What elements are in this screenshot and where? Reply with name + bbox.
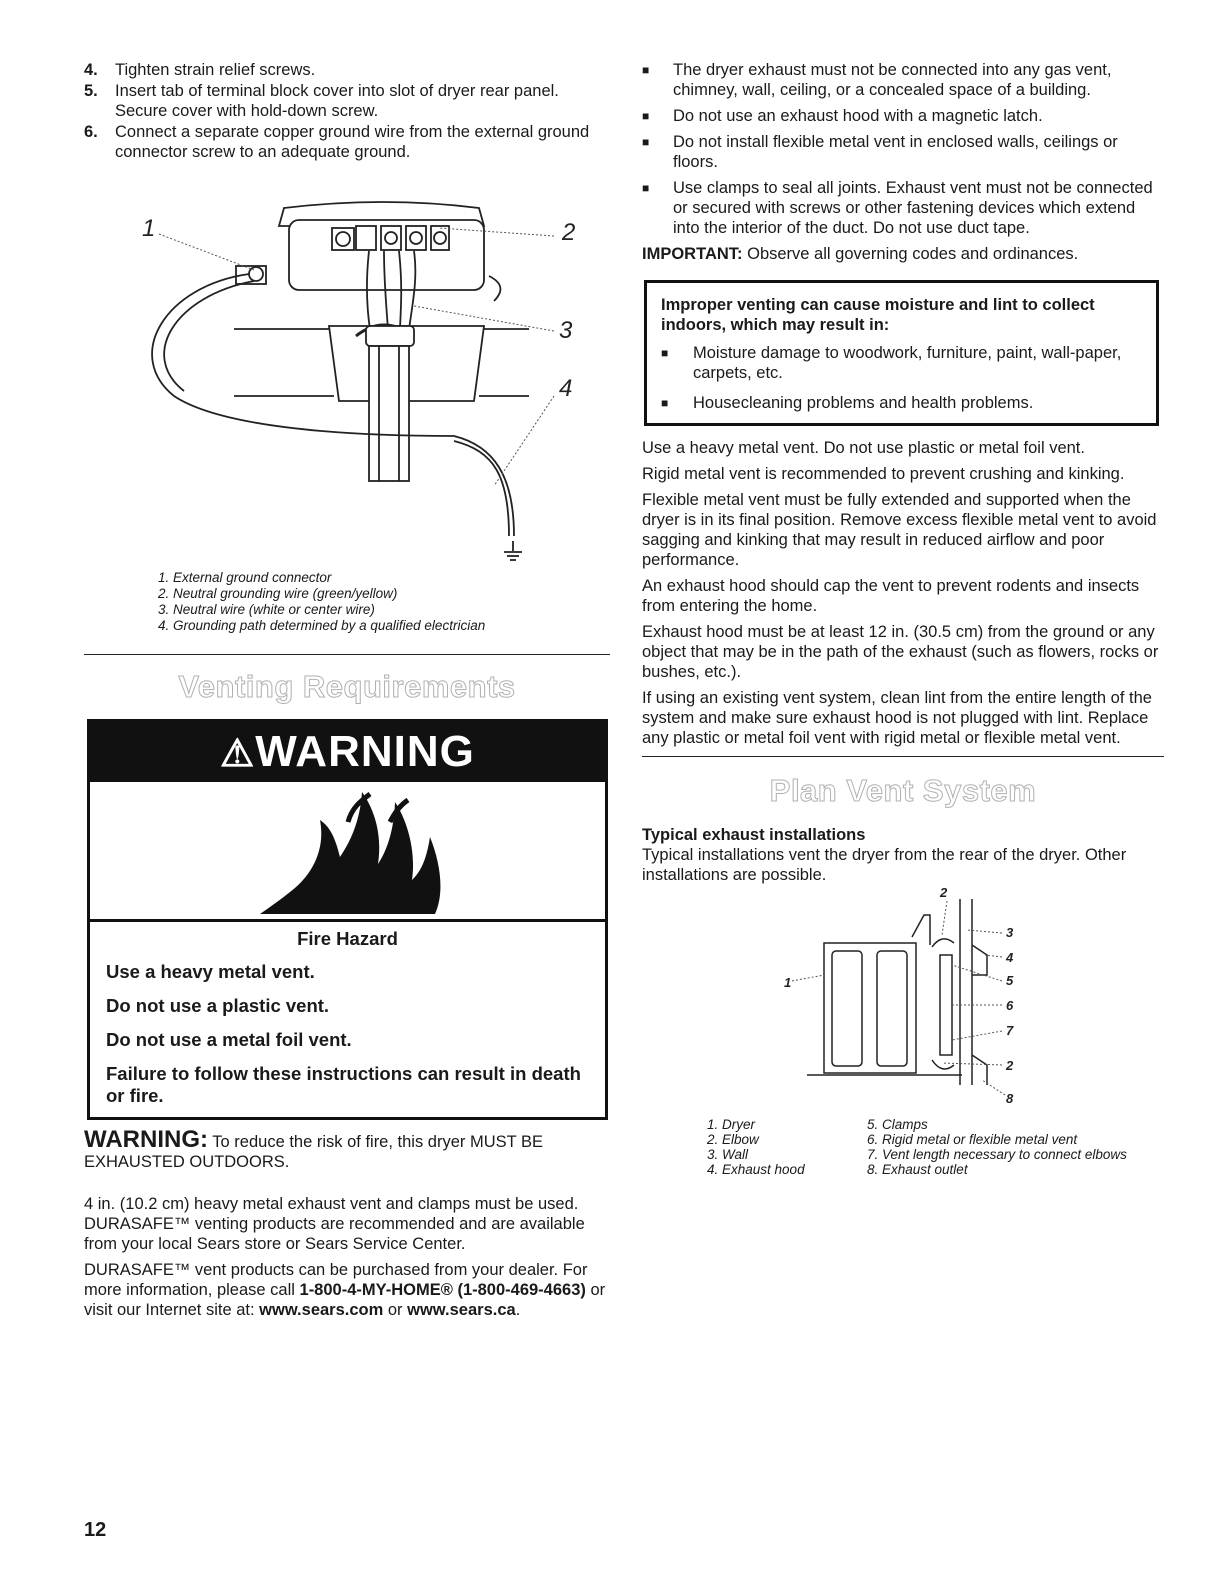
list-item: ■ Moisture damage to woodwork, furniture, paint, wall-paper, carpets, etc. [661, 344, 1122, 382]
fig2-callout: 3 [1006, 925, 1014, 940]
warning-body: Fire Hazard Use a heavy metal vent. Do not use a plastic vent. Do not use a metal foil vent. Failure to follow these instructions can result in death or fire. [90, 922, 605, 1117]
divider [642, 756, 1164, 757]
list-item: ■ The dryer exhaust must not be connected into any gas vent, chimney, wall, ceiling, or a concealed space of a building. [642, 61, 1112, 99]
fig2-callout: 8 [1006, 1091, 1014, 1106]
fig2-callout: 2 [1006, 1058, 1014, 1073]
fig2-callout: 7 [1006, 1023, 1014, 1038]
venting-requirements-title: Venting Requirements [178, 669, 516, 704]
page-number: 12 [84, 1519, 107, 1541]
step-item: 5. Insert tab of terminal block cover into slot of dryer rear panel. Secure cover with hold-down screw. [84, 82, 559, 120]
callout-4: 4 [559, 375, 573, 402]
terminal-block-diagram [84, 196, 610, 576]
terminal-block-figure [84, 196, 610, 576]
right-column: ■ The dryer exhaust must not be connected into any gas vent, chimney, wall, ceiling, or a concealed space of a building. ■ Do not use an exhaust hood with a magnetic latch. ■ Do not install flexible metal vent in enclosed walls, ceilings or floors. ■ Use clamps to seal all joints. Exhaust vent must not be connected or secured with screws or other fastening devices which extend into the interior of the duct. Do not use duct tape. IMPORTANT: Observe all governing codes and ordinances. Improper venting can cause moisture and lint to collect indoors, which may result in: ■ Moisture damage to woodwork, furniture, paint, wall-paper, carpets, etc. ■ Housecleaning problems and health problems. Use a heavy metal vent. Do not use plastic or metal foil vent. Rigid metal vent is recommended to prevent crushing and kinking. Flexible metal vent must be fully extended and supported when the dryer is in its final position. Remove excess flexible metal vent to avoid sagging and kinking that may result in reduced airflow and poor performance. An exhaust hood should cap the vent to prevent rodents and insects from entering the home. Exhaust hood must be at least 12 in. (30.5 cm) from the ground or any object that may be in the path of the exhaust (such as flowers, rocks or bushes, etc.). If using an existing vent system, clean lint from the entire length of the system and make sure exhaust hood is not plugged with lint. Replace any plastic or metal foil vent with rigid metal or flexible metal vent. Plan Vent System Typical exhaust installations Typical installations vent the dryer from the rear of the dryer. Other installations are possible. 1 2 3 4 5 6 7 2 8 1. Dryer 2. Elbow 3. Wall 4. Exhaust hood 5. Clamps 6. Rigid metal or flexible metal vent 7. Vent length necessary to connect elbows 8. Exhaust outlet [642, 60, 1164, 1177]
bullet-icon: ■ [642, 109, 650, 123]
important-note: IMPORTANT: Observe all governing codes and ordinances. [642, 245, 1079, 263]
typical-installations-text: Typical installations vent the dryer from the rear of the dryer. Other installations are possible. [642, 846, 1127, 884]
list-item: ■ Do not install flexible metal vent in enclosed walls, ceilings or floors. [642, 133, 1118, 171]
warning-triangle-icon: ⚠ [220, 733, 256, 775]
durasafe-paragraph: DURASAFE™ vent products can be purchased from your dealer. For more information, please call 1-800-4-MY-HOME® (1-800-469-4663) or visit our Internet site at: www.sears.com or www.sears.ca. [84, 1261, 606, 1319]
left-column [84, 60, 610, 1326]
fig2-callout: 4 [1006, 950, 1014, 965]
steps-list [84, 60, 610, 162]
sears-com-link[interactable]: www.sears.com [259, 1301, 384, 1319]
hazard-title: Fire Hazard [297, 928, 398, 949]
list-item: ■ Housecleaning problems and health problems. [661, 394, 1034, 412]
figure2-captions: 1. Dryer 2. Elbow 3. Wall 4. Exhaust hood 5. Clamps 6. Rigid metal or flexible metal vent 7. Vent length necessary to connect elbows 8. Exhaust outlet [707, 1117, 1127, 1177]
vent-paragraph: 4 in. (10.2 cm) heavy metal exhaust vent and clamps must be used. DURASAFE™ venting products are recommended and are available from your local Sears store or Sears Service Center. [84, 1195, 585, 1253]
list-item: ■ Do not use an exhaust hood with a magnetic latch. [642, 107, 1043, 125]
divider [84, 654, 610, 655]
sears-ca-link[interactable]: www.sears.ca [407, 1301, 516, 1319]
fig2-callout: 2 [940, 885, 948, 900]
callout-1: 1 [142, 215, 156, 242]
step-item: 4. Tighten strain relief screws. [84, 61, 316, 79]
improper-venting-box: Improper venting can cause moisture and lint to collect indoors, which may result in: ■ Moisture damage to woodwork, furniture, paint, wall-paper, carpets, etc. ■ Housecleaning problems and health problems. [644, 280, 1159, 426]
warning-header: ⚠WARNING [90, 722, 605, 782]
callout-3: 3 [559, 317, 573, 344]
bullet-icon: ■ [661, 396, 669, 410]
fire-icon [90, 782, 605, 922]
bullet-icon: ■ [642, 135, 650, 149]
callout-2: 2 [562, 219, 576, 246]
fig2-callout: 1 [784, 975, 792, 990]
typical-installations-heading: Typical exhaust installations [642, 826, 866, 844]
vent-installation-figure [642, 885, 1164, 1115]
bullet-icon: ■ [642, 181, 650, 195]
fig2-callout: 6 [1006, 998, 1014, 1013]
fig2-callout: 5 [1006, 973, 1014, 988]
figure1-captions: 1. External ground connector 2. Neutral grounding wire (green/yellow) 3. Neutral wire (white or center wire) 4. Grounding path determined by a qualified electrician [158, 570, 486, 633]
list-item: ■ Use clamps to seal all joints. Exhaust vent must not be connected or secured with screws or other fastening devices which extend into the interior of the duct. Do not use duct tape. [642, 179, 1153, 237]
bullet-icon: ■ [661, 346, 669, 360]
step-item: 6. Connect a separate copper ground wire from the external ground connector screw to an adequate ground. [84, 123, 590, 161]
plan-vent-system-title: Plan Vent System [769, 773, 1037, 808]
vent-installation-diagram [642, 885, 1164, 1115]
warning-box [87, 719, 608, 1120]
warning-statement: WARNING: To reduce the risk of fire, this dryer MUST BE EXHAUSTED OUTDOORS. [84, 1126, 544, 1171]
bullet-icon: ■ [642, 63, 650, 77]
